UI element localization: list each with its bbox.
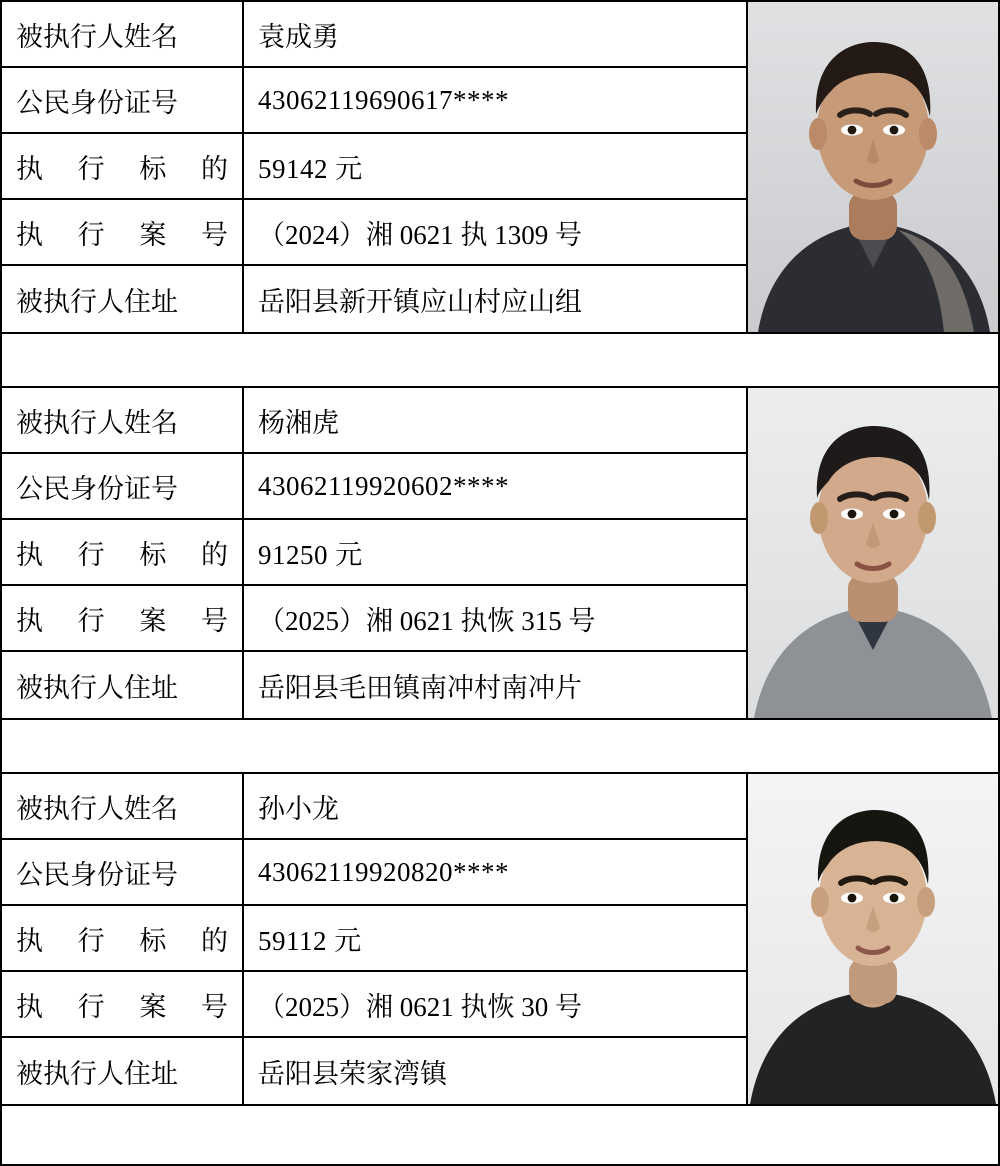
value-amount: 59142 元 xyxy=(258,153,363,184)
value-name: 孙小龙 xyxy=(258,793,339,824)
value-case-number: （2025）湘 0621 执恢 315 号 xyxy=(258,605,596,636)
table-row-amount xyxy=(2,520,746,586)
photo-cell xyxy=(748,388,998,718)
label-case-char-3: 案 xyxy=(139,991,167,1022)
label-amount-char-1: 执 xyxy=(16,539,43,570)
label-id-number: 公民身份证号 xyxy=(2,454,244,518)
record-separator xyxy=(0,332,1000,386)
table-row-amount xyxy=(2,134,746,200)
label-amount-char-3: 标 xyxy=(139,925,167,956)
label-case-number xyxy=(2,972,244,1036)
label-amount-char-2: 行 xyxy=(77,925,105,956)
value-id-number: 43062119690617**** xyxy=(258,84,509,115)
person-photo xyxy=(748,2,998,332)
value-name: 袁成勇 xyxy=(258,21,339,52)
table-row-name xyxy=(2,388,746,454)
table-row-name xyxy=(2,2,746,68)
table-row-case-number xyxy=(2,586,746,652)
record-card xyxy=(0,0,1000,332)
label-id-number: 公民身份证号 xyxy=(2,840,244,904)
label-case-char-1: 执 xyxy=(16,219,43,250)
label-case-number xyxy=(2,200,244,264)
table-row-case-number xyxy=(2,200,746,266)
label-case-char-2: 行 xyxy=(77,991,105,1022)
label-case-char-4: 号 xyxy=(200,605,228,636)
value-case-number: （2024）湘 0621 执 1309 号 xyxy=(258,219,582,250)
label-case-char-3: 案 xyxy=(139,219,167,250)
table-row-id xyxy=(2,454,746,520)
label-amount-char-3: 标 xyxy=(139,539,167,570)
label-amount-char-2: 行 xyxy=(77,153,105,184)
table-row-amount xyxy=(2,906,746,972)
label-name: 被执行人姓名 xyxy=(2,774,244,838)
value-id-number: 43062119920820**** xyxy=(258,856,509,887)
table-row-id xyxy=(2,840,746,906)
label-case-char-4: 号 xyxy=(200,991,228,1022)
label-case-char-4: 号 xyxy=(200,219,228,250)
person-photo xyxy=(748,774,998,1104)
record-fields xyxy=(2,2,748,332)
label-amount-char-1: 执 xyxy=(16,925,43,956)
label-amount-char-3: 标 xyxy=(139,153,167,184)
label-amount xyxy=(2,520,244,584)
label-case-char-2: 行 xyxy=(77,219,105,250)
person-photo xyxy=(748,388,998,718)
label-amount xyxy=(2,134,244,198)
label-case-char-1: 执 xyxy=(16,991,43,1022)
label-amount xyxy=(2,906,244,970)
label-case-char-3: 案 xyxy=(139,605,167,636)
value-name: 杨湘虎 xyxy=(258,407,339,438)
value-case-number: （2025）湘 0621 执恢 30 号 xyxy=(258,991,582,1022)
record-card xyxy=(0,772,1000,1104)
label-amount-char-4: 的 xyxy=(200,153,228,184)
record-card xyxy=(0,386,1000,718)
label-case-number xyxy=(2,586,244,650)
table-row-id xyxy=(2,68,746,134)
label-name: 被执行人姓名 xyxy=(2,388,244,452)
record-separator xyxy=(0,1104,1000,1166)
label-amount-char-1: 执 xyxy=(16,153,43,184)
photo-cell xyxy=(748,2,998,332)
table-row-address xyxy=(2,1038,746,1104)
label-amount-char-4: 的 xyxy=(200,539,228,570)
value-address: 岳阳县毛田镇南冲村南冲片 xyxy=(258,672,582,703)
value-amount: 91250 元 xyxy=(258,539,363,570)
label-id-number: 公民身份证号 xyxy=(2,68,244,132)
value-amount: 59112 元 xyxy=(258,925,362,956)
table-row-name xyxy=(2,774,746,840)
record-separator xyxy=(0,718,1000,772)
table-row-case-number xyxy=(2,972,746,1038)
label-case-char-2: 行 xyxy=(77,605,105,636)
label-address: 被执行人住址 xyxy=(2,652,244,718)
label-address: 被执行人住址 xyxy=(2,1038,244,1104)
value-address: 岳阳县荣家湾镇 xyxy=(258,1058,447,1089)
label-name: 被执行人姓名 xyxy=(2,2,244,66)
label-case-char-1: 执 xyxy=(16,605,43,636)
record-fields xyxy=(2,388,748,718)
photo-cell xyxy=(748,774,998,1104)
label-address: 被执行人住址 xyxy=(2,266,244,332)
value-address: 岳阳县新开镇应山村应山组 xyxy=(258,286,582,317)
label-amount-char-4: 的 xyxy=(200,925,228,956)
table-row-address xyxy=(2,652,746,718)
table-row-address xyxy=(2,266,746,332)
label-amount-char-2: 行 xyxy=(77,539,105,570)
record-fields xyxy=(2,774,748,1104)
value-id-number: 43062119920602**** xyxy=(258,470,509,501)
